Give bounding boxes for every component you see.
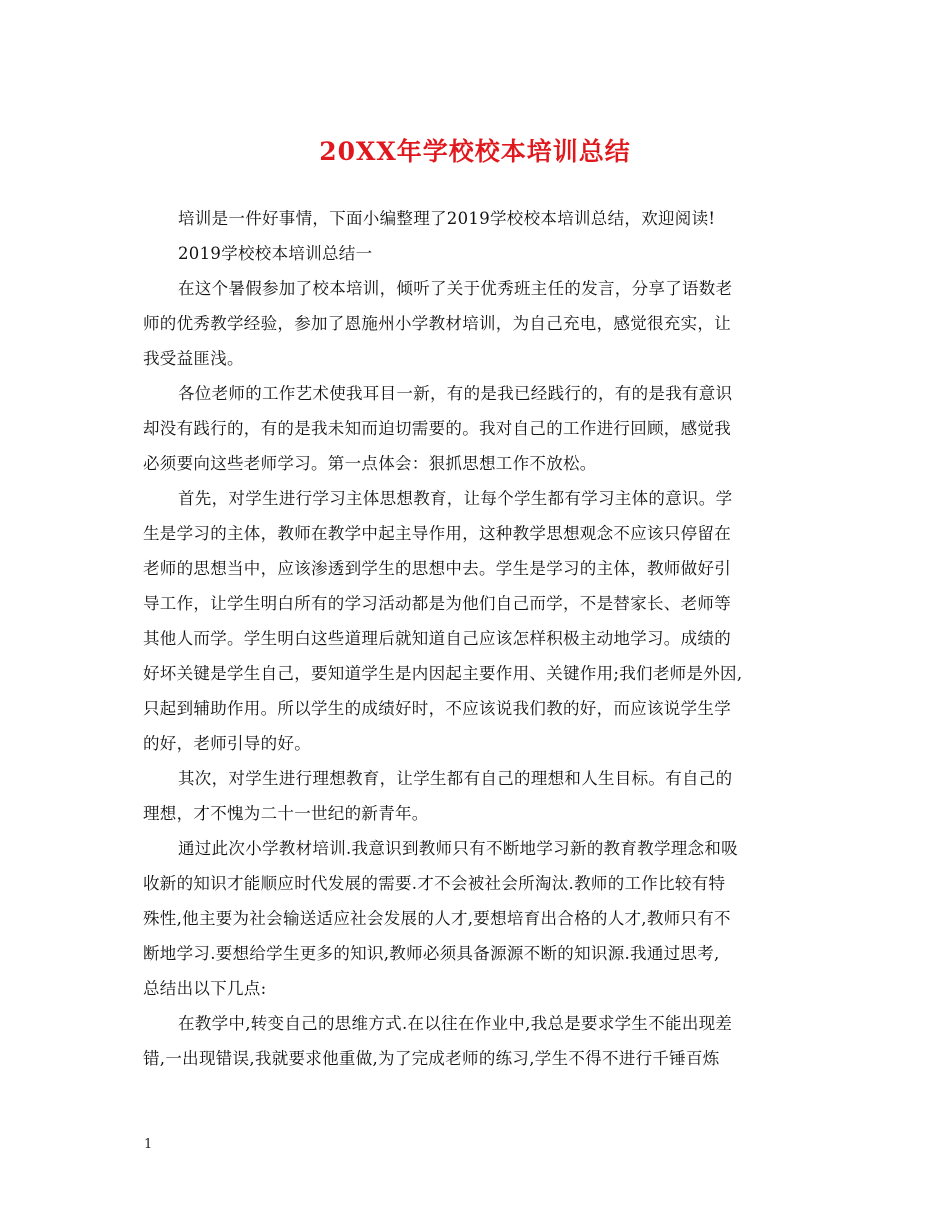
body-line: 理想，才不愧为二十一世纪的新青年。 <box>143 804 429 823</box>
body-line: 其他人而学。学生明白这些道理后就知道自己应该怎样积极主动地学习。成绩的 <box>143 629 731 648</box>
body-line: 师的优秀教学经验，参加了恩施州小学教材培训，为自己充电，感觉很充实，让 <box>143 314 731 333</box>
body-line: 却没有践行的，有的是我未知而迫切需要的。我对自己的工作进行回顾，感觉我 <box>143 419 731 438</box>
body-line: 只起到辅助作用。所以学生的成绩好时，不应该说我们教的好，而应该说学生学 <box>143 699 731 718</box>
page-number: 1 <box>144 1137 153 1152</box>
body-line: 导工作，让学生明白所有的学习活动都是为他们自己而学，不是替家长、老师等 <box>143 594 731 613</box>
body-line: 2019学校校本培训总结一 <box>178 244 373 263</box>
document-body <box>143 201 813 1076</box>
body-line: 错,一出现错误,我就要求他重做,为了完成老师的练习,学生不得不进行千锤百炼 <box>143 1049 720 1068</box>
body-line: 首先，对学生进行学习主体思想教育，让每个学生都有学习主体的意识。学 <box>178 489 733 508</box>
body-line: 通过此次小学教材培训.我意识到教师只有不断地学习新的教育教学理念和吸 <box>178 839 738 858</box>
body-line: 总结出以下几点: <box>143 979 267 998</box>
body-line: 殊性,他主要为社会输送适应社会发展的人才,要想培育出合格的人才,教师只有不 <box>143 909 731 928</box>
body-line: 在教学中,转变自己的思维方式.在以往在作业中,我总是要求学生不能出现差 <box>178 1014 733 1033</box>
body-line: 其次，对学生进行理想教育，让学生都有自己的理想和人生目标。有自己的 <box>178 769 733 788</box>
body-line: 好坏关键是学生自己，要知道学生是内因起主要作用、关键作用;我们老师是外因, <box>143 664 743 683</box>
body-line: 老师的思想当中，应该渗透到学生的思想中去。学生是学习的主体，教师做好引 <box>143 559 731 578</box>
body-line: 的好，老师引导的好。 <box>143 734 311 753</box>
body-line: 我受益匪浅。 <box>143 349 244 368</box>
body-line: 必须要向这些老师学习。第一点体会：狠抓思想工作不放松。 <box>143 454 597 473</box>
body-line: 在这个暑假参加了校本培训，倾听了关于优秀班主任的发言，分享了语数老 <box>178 279 733 298</box>
body-line: 培训是一件好事情，下面小编整理了2019学校校本培训总结，欢迎阅读! <box>178 209 716 228</box>
document-title: 20XX年学校校本培训总结 <box>319 137 631 166</box>
body-line: 各位老师的工作艺术使我耳目一新，有的是我已经践行的，有的是我有意识 <box>178 384 733 403</box>
body-line: 收新的知识才能顺应时代发展的需要.才不会被社会所淘汰.教师的工作比较有特 <box>143 874 726 893</box>
body-line: 生是学习的主体，教师在教学中起主导作用，这种教学思想观念不应该只停留在 <box>143 524 731 543</box>
body-line: 断地学习.要想给学生更多的知识,教师必须具备源源不断的知识源.我通过思考, <box>143 944 720 963</box>
